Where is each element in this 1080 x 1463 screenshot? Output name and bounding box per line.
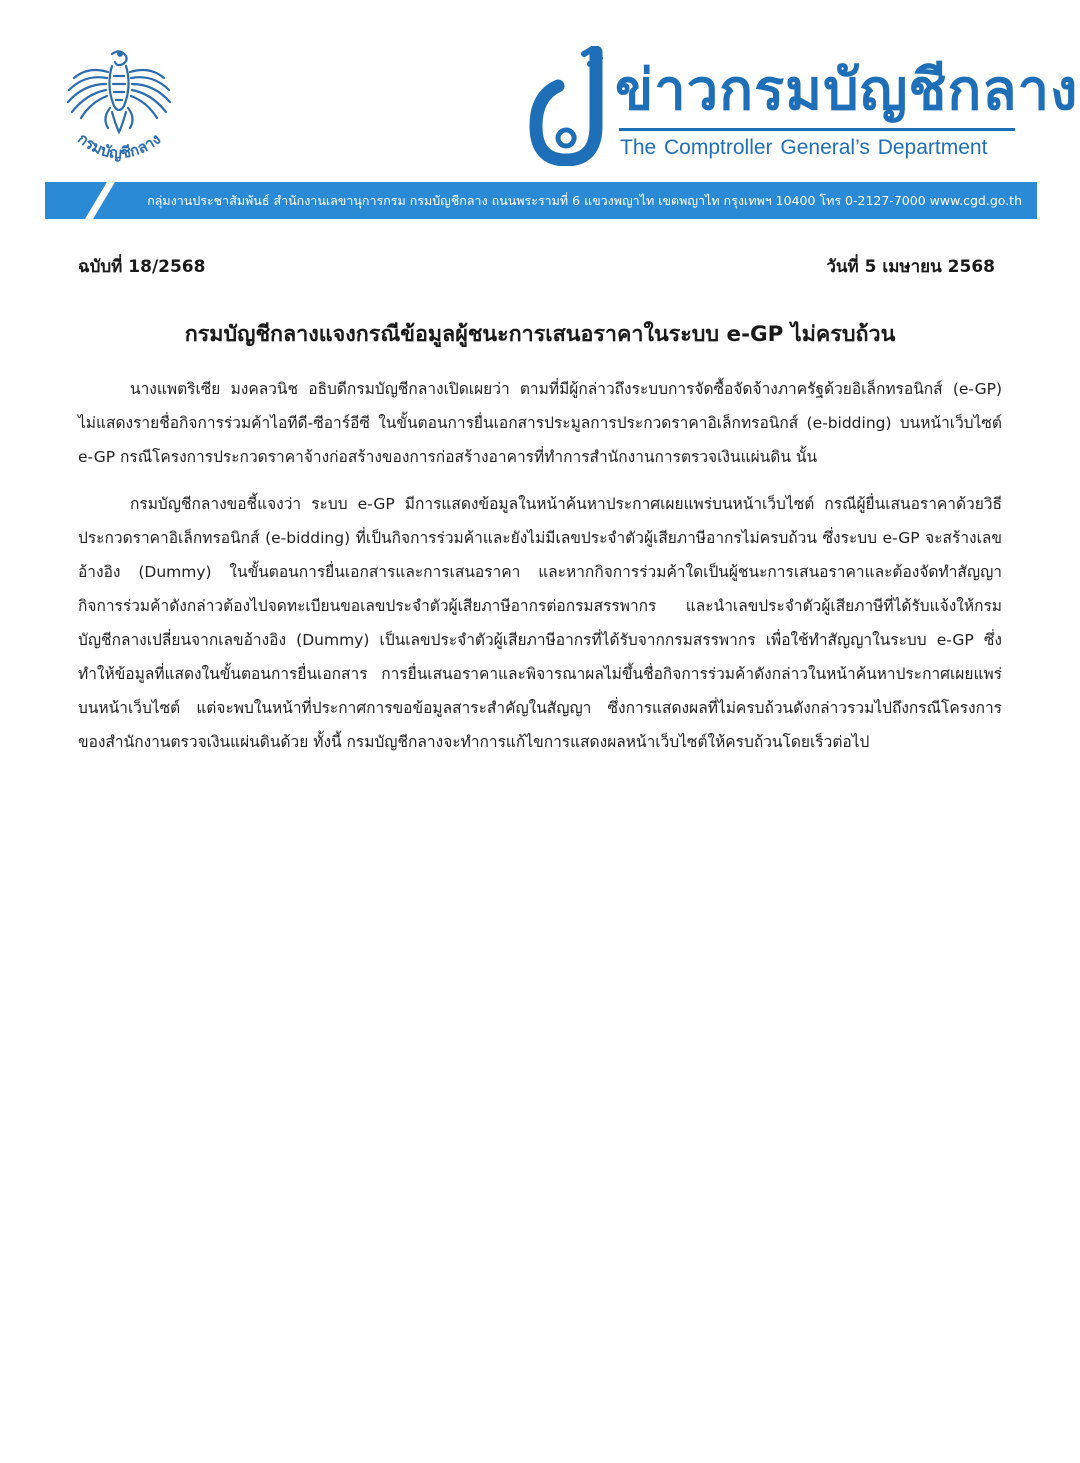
garuda-seal-logo [60, 42, 178, 172]
issue-date: วันที่ 5 เมษายน 2568 [826, 257, 995, 277]
contact-banner-text: กลุ่มงานประชาสัมพันธ์ สำนักงานเลขานุการกรม กรมบัญชีกลาง ถนนพระรามที่ 6 แขวงพญาไท เขตพญาไท กรุงเทพฯ 10400 โทร 0-2127-7000 www.cgd.go.th [147, 193, 1022, 208]
brand-glyph-icon [528, 46, 614, 166]
brand-subtitle: The Comptroller General’s Department [620, 136, 988, 159]
seal-text: กรมบัญชีกลาง [74, 129, 165, 163]
press-release-body [78, 372, 1002, 772]
svg-text:กรมบัญชีกลาง [74, 129, 164, 162]
brand-title: ข่าวกรมบัญชีกลาง [615, 58, 1079, 123]
garuda-icon [60, 42, 178, 172]
issue-number: ฉบับที่ 18/2568 [78, 257, 206, 277]
body-paragraph: นางแพตริเซีย มงคลวนิช อธิบดีกรมบัญชีกลางเปิดเผยว่า ตามที่มีผู้กล่าวถึงระบบการจัดซื้อจัดจ้างภาครัฐด้วยอิเล็กทรอนิกส์ (e-GP) ไม่แสดงรายชื่อกิจการร่วมค้าไอทีดี-ซีอาร์อีซี ในขั้นตอนการยื่นเอกสารประมูลการประกวดราคาอิเล็กทรอนิกส์ (e-bidding) บนหน้าเว็บไซต์ e-GP กรณีโครงการประกวดราคาจ้างก่อสร้างของการก่อสร้างอาคารที่ทำการสำนักงานการตรวจเงินแผ่นดิน นั้น [78, 380, 1002, 466]
brand-divider [619, 128, 1015, 131]
body-paragraph: กรมบัญชีกลางขอชี้แจงว่า ระบบ e-GP มีการแสดงข้อมูลในหน้าค้นหาประกาศเผยแพร่บนหน้าเว็บไซต์ กรณีผู้ยื่นเสนอราคาด้วยวิธีประกวดราคาอิเล็กทรอนิกส์ (e-bidding) ที่เป็นกิจการร่วมค้าและยังไม่มีเลขประจำตัวผู้เสียภาษีอากรไม่ครบถ้วน ซึ่งระบบ e-GP จะสร้างเลขอ้างอิง (Dummy) ในขั้นตอนการยื่นเอกสารและการเสนอราคา และหากกิจการร่วมค้าใดเป็นผู้ชนะการเสนอราคาและต้องจัดทำสัญญา กิจการร่วมค้าดังกล่าวต้องไปจดทะเบียนขอเลขประจำตัวผู้เสียภาษีอากรต่อกรมสรรพากร และนำเลขประจำตัวผู้เสียภาษีที่ได้รับแจ้งให้กรมบัญชีกลางเปลี่ยนจากเลขอ้างอิง (Dummy) เป็นเลขประจำตัวผู้เสียภาษีอากรที่ได้รับจากกรมสรรพากร เพื่อใช้ทำสัญญาในระบบ e-GP ซึ่งทำให้ข้อมูลที่แสดงในขั้นตอนการยื่นเอกสาร การยื่นเสนอราคาและพิจารณาผลไม่ขึ้นชื่อกิจการร่วมค้าดังกล่าวในหน้าค้นหาประกาศเผยแพร่บนหน้าเว็บไซต์ แต่จะพบในหน้าที่ประกาศการขอข้อมูลสาระสำคัญในสัญญา ซึ่งการแสดงผลที่ไม่ครบถ้วนดังกล่าวรวมไปถึงกรณีโครงการของสำนักงานตรวจเงินแผ่นดินด้วย ทั้งนี้ กรมบัญชีกลางจะทำการแก้ไขการแสดงผลหน้าเว็บไซต์ให้ครบถ้วนโดยเร็วต่อไป [78, 495, 1002, 751]
press-release-headline: กรมบัญชีกลางแจงกรณีข้อมูลผู้ชนะการเสนอราคาในระบบ e-GP ไม่ครบถ้วน [184, 322, 896, 347]
